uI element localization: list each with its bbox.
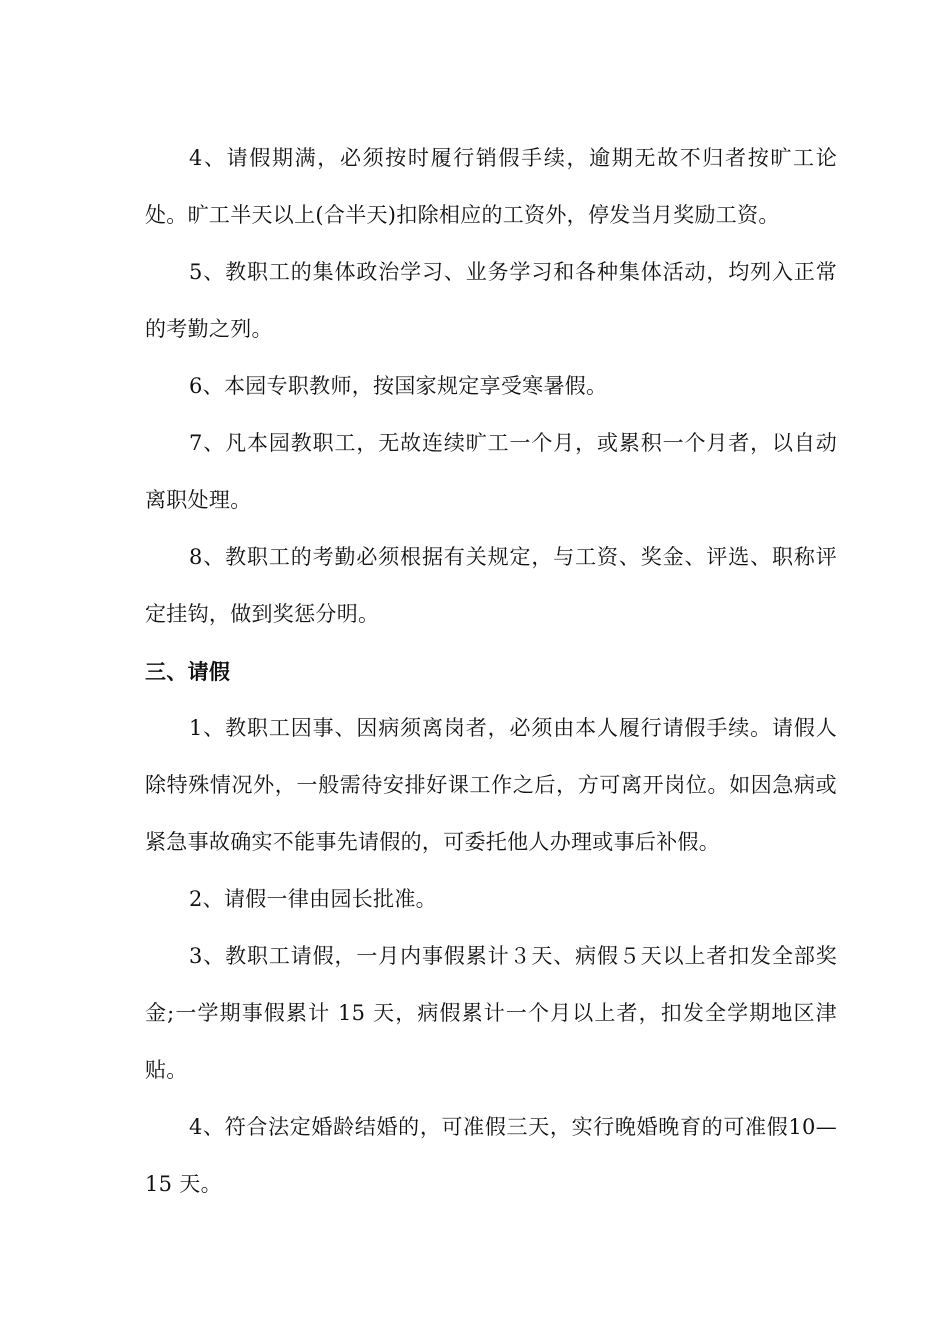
paragraph-item-8-attendance-link: 8、教职工的考勤必须根据有关规定，与工资、奖金、评选、职称评定挂钩，做到奖惩分明。 <box>145 545 837 626</box>
paragraph-item-5-collective-activities: 5、教职工的集体政治学习、业务学习和各种集体活动，均列入正常的考勤之列。 <box>145 260 837 341</box>
paragraph-item-6-vacation: 6、本园专职教师，按国家规定享受寒暑假。 <box>189 374 608 398</box>
paragraph-item-4-sick-leave-end: 4、请假期满，必须按时履行销假手续，逾期无故不归者按旷工论处。旷工半天以上(合半天)扣除相应的工资外，停发当月奖励工资。 <box>145 146 837 227</box>
section-heading-leave: 三、请假 <box>145 659 231 684</box>
document-body <box>145 130 837 1213</box>
paragraph-item-7-absence: 7、凡本园教职工，无故连续旷工一个月，或累积一个月者，以自动离职处理。 <box>145 431 837 512</box>
paragraph-leave-item-2: 2、请假一律由园长批准。 <box>189 887 437 911</box>
paragraph-leave-item-4: 4、符合法定婚龄结婚的，可准假三天，实行晚婚晚育的可准假10—15 天。 <box>145 1115 837 1196</box>
paragraph-leave-item-1: 1、教职工因事、因病须离岗者，必须由本人履行请假手续。请假人除特殊情况外，一般需待安排好课工作之后，方可离开岗位。如因急病或紧急事故确实不能事先请假的，可委托他人办理或事后补假。 <box>145 716 837 854</box>
paragraph-leave-item-3: 3、教职工请假，一月内事假累计３天、病假５天以上者扣发全部奖金;一学期事假累计 15 天，病假累计一个月以上者，扣发全学期地区津贴。 <box>145 944 837 1082</box>
